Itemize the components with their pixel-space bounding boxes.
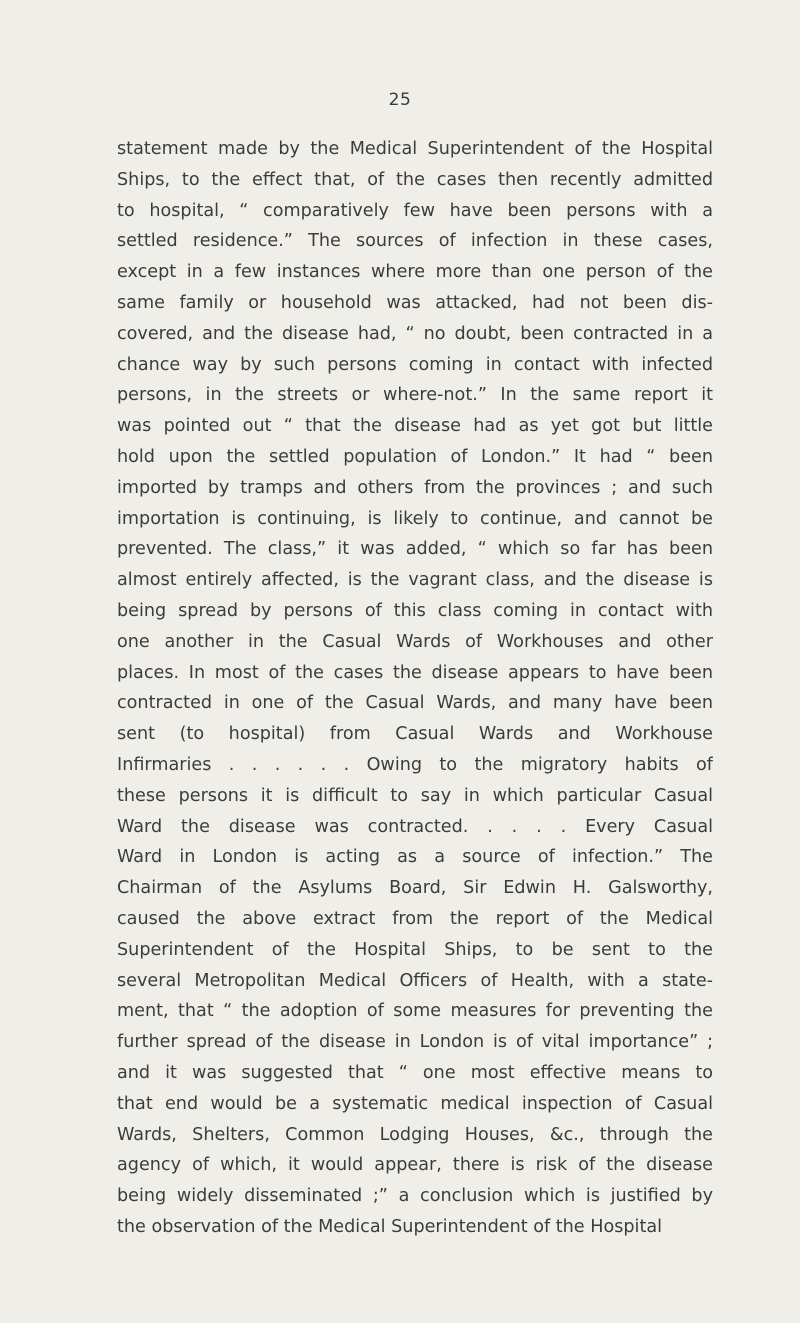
text-line: one another in the Casual Wards of Workhouses and other bbox=[117, 631, 713, 652]
body-text bbox=[117, 134, 713, 1243]
text-line: Ward in London is acting as a source of infection.” The bbox=[117, 847, 713, 868]
text-line: and it was suggested that “ one most effective means to bbox=[117, 1062, 713, 1083]
text-line: sent (to hospital) from Casual Wards and Workhouse bbox=[117, 724, 713, 745]
text-line: several Metropolitan Medical Officers of Health, with a state- bbox=[117, 970, 713, 991]
text-line: statement made by the Medical Superintendent of the Hospital bbox=[117, 139, 713, 159]
text-line: contracted in one of the Casual Wards, and many have been bbox=[117, 693, 713, 714]
text-line: persons, in the streets or where-not.” In the same report it bbox=[117, 385, 713, 406]
text-line: the observation of the Medical Superintendent of the Hospital bbox=[117, 1216, 663, 1237]
text-line: caused the above extract from the report of the Medical bbox=[117, 908, 713, 929]
text-line: settled residence.” The sources of infection in these cases, bbox=[117, 231, 713, 252]
text-line: hold upon the settled population of London.” It had “ been bbox=[117, 446, 713, 467]
text-line: that end would be a systematic medical inspection of Casual bbox=[117, 1093, 713, 1114]
text-line: chance way by such persons coming in contact with infected bbox=[117, 354, 713, 375]
text-line: Superintendent of the Hospital Ships, to be sent to the bbox=[117, 939, 713, 960]
text-line: these persons it is difficult to say in which particular Casual bbox=[117, 785, 713, 806]
text-line: was pointed out “ that the disease had as yet got but little bbox=[117, 416, 713, 437]
text-line: prevented. The class,” it was added, “ which so far has been bbox=[117, 539, 713, 560]
text-line: further spread of the disease in London is of vital importance” ; bbox=[117, 1032, 713, 1053]
text-line: importation is continuing, is likely to continue, and cannot be bbox=[117, 508, 713, 529]
text-line: covered, and the disease had, “ no doubt, been contracted in a bbox=[117, 323, 713, 344]
page-number: 25 bbox=[388, 90, 412, 110]
text-line: ment, that “ the adoption of some measures for preventing the bbox=[117, 1001, 713, 1022]
text-line: being widely disseminated ;” a conclusion which is justified by bbox=[117, 1186, 713, 1207]
text-line: Infirmaries . . . . . . Owing to the migratory habits of bbox=[117, 754, 713, 775]
text-line: Ward the disease was contracted. . . . . Every Casual bbox=[117, 816, 713, 837]
text-line: agency of which, it would appear, there is risk of the disease bbox=[117, 1155, 713, 1176]
text-line: imported by tramps and others from the provinces ; and such bbox=[117, 477, 713, 498]
text-line: Wards, Shelters, Common Lodging Houses, &c., through the bbox=[117, 1124, 713, 1145]
text-line: except in a few instances where more than one person of the bbox=[117, 262, 713, 283]
text-line: to hospital, “ comparatively few have been persons with a bbox=[117, 200, 713, 221]
text-line: almost entirely affected, is the vagrant class, and the disease is bbox=[117, 570, 713, 591]
text-line: Ships, to the effect that, of the cases then recently admitted bbox=[117, 169, 713, 190]
text-line: being spread by persons of this class coming in contact with bbox=[117, 600, 713, 621]
text-line: places. In most of the cases the disease appears to have been bbox=[117, 662, 713, 683]
text-line: Chairman of the Asylums Board, Sir Edwin H. Galsworthy, bbox=[117, 878, 713, 899]
text-line: same family or household was attacked, had not been dis- bbox=[117, 292, 713, 313]
